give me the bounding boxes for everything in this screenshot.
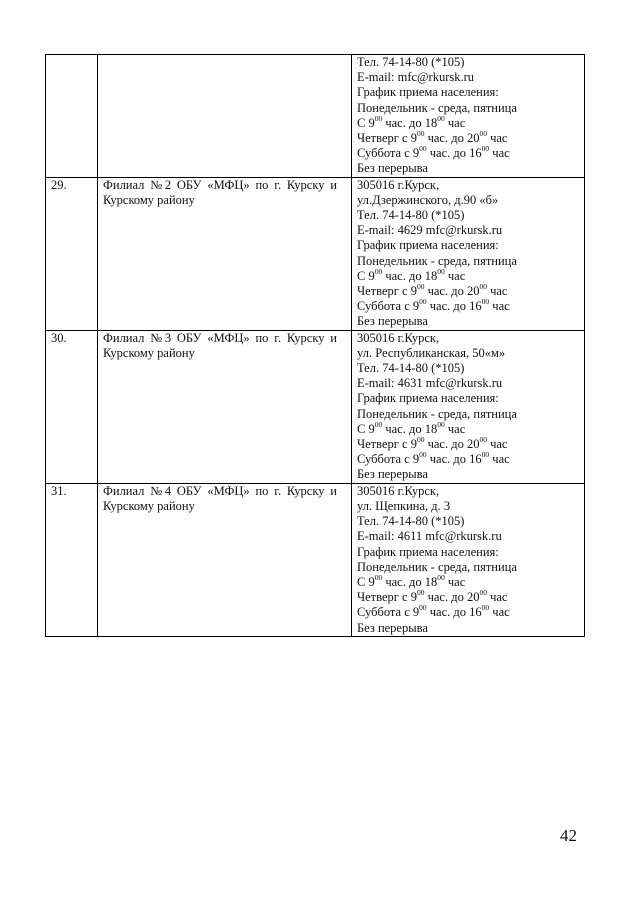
schedule-mon-wed-fri bbox=[357, 572, 584, 590]
schedule-part: до bbox=[453, 452, 467, 467]
contact-line: 305016 г.Курск, bbox=[357, 483, 440, 498]
reception-title: График приема населения: bbox=[357, 85, 499, 100]
schedule-part: час. bbox=[427, 437, 449, 452]
schedule-part: час bbox=[490, 437, 508, 452]
reception-days: Понедельник - среда, пятница bbox=[357, 100, 517, 115]
schedule-part: 18 bbox=[424, 574, 438, 589]
schedule-thursday bbox=[357, 437, 584, 452]
schedule-part: С bbox=[357, 421, 366, 436]
contact-line: ул.Дзержинского, д.90 «б» bbox=[357, 192, 499, 207]
schedule-part: час bbox=[490, 590, 508, 605]
reception-title: График приема населения: bbox=[357, 544, 499, 559]
schedule-part: Суббота с bbox=[357, 452, 410, 467]
minutes-superscript: 00 bbox=[437, 572, 445, 582]
schedule-part: 18 bbox=[424, 268, 438, 283]
schedule-part: Суббота с bbox=[357, 146, 410, 161]
schedule-part: 16 bbox=[469, 452, 482, 467]
schedule-part: час. bbox=[427, 131, 449, 146]
schedule-part: до bbox=[408, 574, 422, 589]
minutes-superscript: 00 bbox=[419, 144, 427, 154]
minutes-superscript: 00 bbox=[479, 282, 487, 292]
schedule-part: 16 bbox=[469, 605, 482, 620]
schedule-part: час bbox=[447, 268, 466, 283]
minutes-superscript: 00 bbox=[437, 266, 445, 276]
schedule-part: час. bbox=[385, 115, 406, 130]
schedule-part: до bbox=[451, 284, 464, 299]
schedule-part: до bbox=[453, 146, 467, 161]
schedule-part: час bbox=[447, 421, 466, 436]
minutes-superscript: 00 bbox=[416, 282, 425, 292]
schedule-saturday bbox=[357, 452, 584, 467]
minutes-superscript: 00 bbox=[374, 266, 383, 276]
schedule-saturday bbox=[357, 299, 584, 314]
schedule-part: 9 bbox=[368, 268, 375, 283]
branch-name-cell: Филиал №2 ОБУ «МФЦ» по г. Курску и Курскому району bbox=[98, 177, 352, 330]
schedule-part: 20 bbox=[466, 131, 480, 146]
schedule-part: час. bbox=[429, 605, 451, 620]
row-number-cell: 29. bbox=[46, 177, 98, 330]
schedule-part: 9 bbox=[410, 590, 417, 605]
page-number: 42 bbox=[560, 826, 577, 845]
schedule-part: до bbox=[453, 299, 467, 314]
schedule-thursday bbox=[357, 284, 584, 299]
minutes-superscript: 00 bbox=[416, 129, 425, 139]
branches-table-body bbox=[46, 55, 585, 637]
schedule-part: Суббота с bbox=[357, 605, 410, 620]
schedule-part: 9 bbox=[412, 605, 420, 620]
reception-days: Понедельник - среда, пятница bbox=[357, 559, 517, 574]
schedule-part: до bbox=[453, 605, 467, 620]
schedule-part: Четверг с bbox=[357, 131, 408, 146]
contacts-cell bbox=[352, 177, 585, 330]
schedule-part: 20 bbox=[466, 437, 480, 452]
minutes-superscript: 00 bbox=[374, 572, 383, 582]
schedule-part: 18 bbox=[424, 421, 438, 436]
schedule-part: до bbox=[408, 268, 422, 283]
schedule-thursday bbox=[357, 590, 584, 605]
reception-title: График приема населения: bbox=[357, 238, 499, 253]
contact-line: Тел. 74-14-80 (*105) bbox=[357, 514, 465, 529]
table-row bbox=[46, 55, 585, 178]
contact-line: ул. Республиканская, 50«м» bbox=[357, 345, 506, 360]
contacts-cell bbox=[352, 330, 585, 483]
schedule-part: час bbox=[447, 574, 466, 589]
schedule-part: 16 bbox=[469, 299, 482, 314]
schedule-part: до bbox=[451, 437, 464, 452]
schedule-part: час bbox=[447, 115, 466, 130]
schedule-part: до bbox=[408, 115, 422, 130]
schedule-part: 16 bbox=[469, 146, 482, 161]
no-break-note: Без перерыва bbox=[357, 161, 428, 176]
schedule-part: 9 bbox=[410, 284, 417, 299]
schedule-mon-wed-fri bbox=[357, 113, 584, 131]
minutes-superscript: 00 bbox=[419, 297, 427, 307]
schedule-part: час. bbox=[429, 452, 451, 467]
schedule-part: час. bbox=[385, 421, 406, 436]
schedule-part: час bbox=[492, 146, 510, 161]
contact-line: Тел. 74-14-80 (*105) bbox=[357, 208, 465, 223]
schedule-part: 9 bbox=[412, 452, 420, 467]
row-number-cell bbox=[46, 55, 98, 178]
schedule-part: 20 bbox=[466, 590, 480, 605]
no-break-note: Без перерыва bbox=[357, 620, 428, 635]
schedule-mon-wed-fri bbox=[357, 266, 584, 284]
contact-line: Тел. 74-14-80 (*105) bbox=[357, 55, 465, 69]
reception-days: Понедельник - среда, пятница bbox=[357, 253, 517, 268]
minutes-superscript: 00 bbox=[479, 129, 487, 139]
reception-title: График приема населения: bbox=[357, 391, 499, 406]
minutes-superscript: 00 bbox=[481, 144, 490, 154]
row-number-cell: 30. bbox=[46, 330, 98, 483]
schedule-part: С bbox=[357, 574, 366, 589]
schedule-part: час. bbox=[427, 590, 449, 605]
schedule-part: час. bbox=[385, 574, 406, 589]
minutes-superscript: 00 bbox=[479, 588, 487, 598]
minutes-superscript: 00 bbox=[481, 297, 490, 307]
schedule-part: час bbox=[490, 284, 508, 299]
schedule-part: Суббота с bbox=[357, 299, 410, 314]
schedule-part: час. bbox=[429, 146, 451, 161]
minutes-superscript: 00 bbox=[419, 603, 427, 613]
contact-line: E-mail: 4611 mfc@rkursk.ru bbox=[357, 529, 502, 544]
contact-line: E-mail: 4631 mfc@rkursk.ru bbox=[357, 376, 503, 391]
branch-name-cell: Филиал №3 ОБУ «МФЦ» по г. Курску и Курскому району bbox=[98, 330, 352, 483]
branch-name-cell: Филиал №4 ОБУ «МФЦ» по г. Курску и Курскому району bbox=[98, 483, 352, 636]
no-break-note: Без перерыва bbox=[357, 314, 428, 329]
schedule-part: 9 bbox=[412, 146, 420, 161]
table-row bbox=[46, 483, 585, 636]
contact-line: Тел. 74-14-80 (*105) bbox=[357, 361, 465, 376]
contacts-cell bbox=[352, 55, 585, 178]
schedule-part: час bbox=[492, 299, 510, 314]
contact-line: E-mail: mfc@rkursk.ru bbox=[357, 70, 475, 85]
schedule-part: час. bbox=[427, 284, 449, 299]
schedule-part: час. bbox=[429, 299, 451, 314]
schedule-part: час. bbox=[385, 268, 406, 283]
schedule-part: Четверг с bbox=[357, 590, 408, 605]
minutes-superscript: 00 bbox=[416, 435, 425, 445]
schedule-part: 9 bbox=[368, 574, 375, 589]
minutes-superscript: 00 bbox=[479, 435, 487, 445]
table-row bbox=[46, 177, 585, 330]
schedule-part: Четверг с bbox=[357, 437, 408, 452]
schedule-part: С bbox=[357, 115, 366, 130]
table-row bbox=[46, 330, 585, 483]
schedule-part: 9 bbox=[368, 115, 375, 130]
schedule-saturday bbox=[357, 605, 584, 620]
schedule-part: 20 bbox=[466, 284, 480, 299]
minutes-superscript: 00 bbox=[374, 113, 383, 123]
row-number-cell: 31. bbox=[46, 483, 98, 636]
branch-name-cell bbox=[98, 55, 352, 178]
schedule-part: до bbox=[451, 131, 464, 146]
schedule-thursday bbox=[357, 131, 584, 146]
branches-table bbox=[45, 54, 585, 637]
schedule-part: час bbox=[490, 131, 508, 146]
minutes-superscript: 00 bbox=[374, 419, 383, 429]
minutes-superscript: 00 bbox=[481, 450, 490, 460]
schedule-part: до bbox=[451, 590, 464, 605]
minutes-superscript: 00 bbox=[416, 588, 425, 598]
schedule-mon-wed-fri bbox=[357, 419, 584, 437]
schedule-part: час bbox=[492, 605, 510, 620]
schedule-part: 9 bbox=[410, 131, 417, 146]
minutes-superscript: 00 bbox=[437, 113, 445, 123]
schedule-part: 9 bbox=[412, 299, 420, 314]
schedule-part: Четверг с bbox=[357, 284, 408, 299]
reception-days: Понедельник - среда, пятница bbox=[357, 406, 517, 421]
contact-line: E-mail: 4629 mfc@rkursk.ru bbox=[357, 223, 503, 238]
contact-line: 305016 г.Курск, bbox=[357, 330, 440, 345]
contact-line: ул. Щепкина, д. 3 bbox=[357, 498, 451, 513]
minutes-superscript: 00 bbox=[419, 450, 427, 460]
minutes-superscript: 00 bbox=[437, 419, 445, 429]
schedule-part: час bbox=[492, 452, 510, 467]
no-break-note: Без перерыва bbox=[357, 467, 428, 482]
schedule-part: 9 bbox=[410, 437, 417, 452]
schedule-part: до bbox=[408, 421, 422, 436]
schedule-part: 18 bbox=[424, 115, 438, 130]
schedule-part: С bbox=[357, 268, 366, 283]
schedule-saturday bbox=[357, 146, 584, 161]
minutes-superscript: 00 bbox=[481, 603, 490, 613]
contact-line: 305016 г.Курск, bbox=[357, 177, 440, 192]
contacts-cell bbox=[352, 483, 585, 636]
schedule-part: 9 bbox=[368, 421, 375, 436]
